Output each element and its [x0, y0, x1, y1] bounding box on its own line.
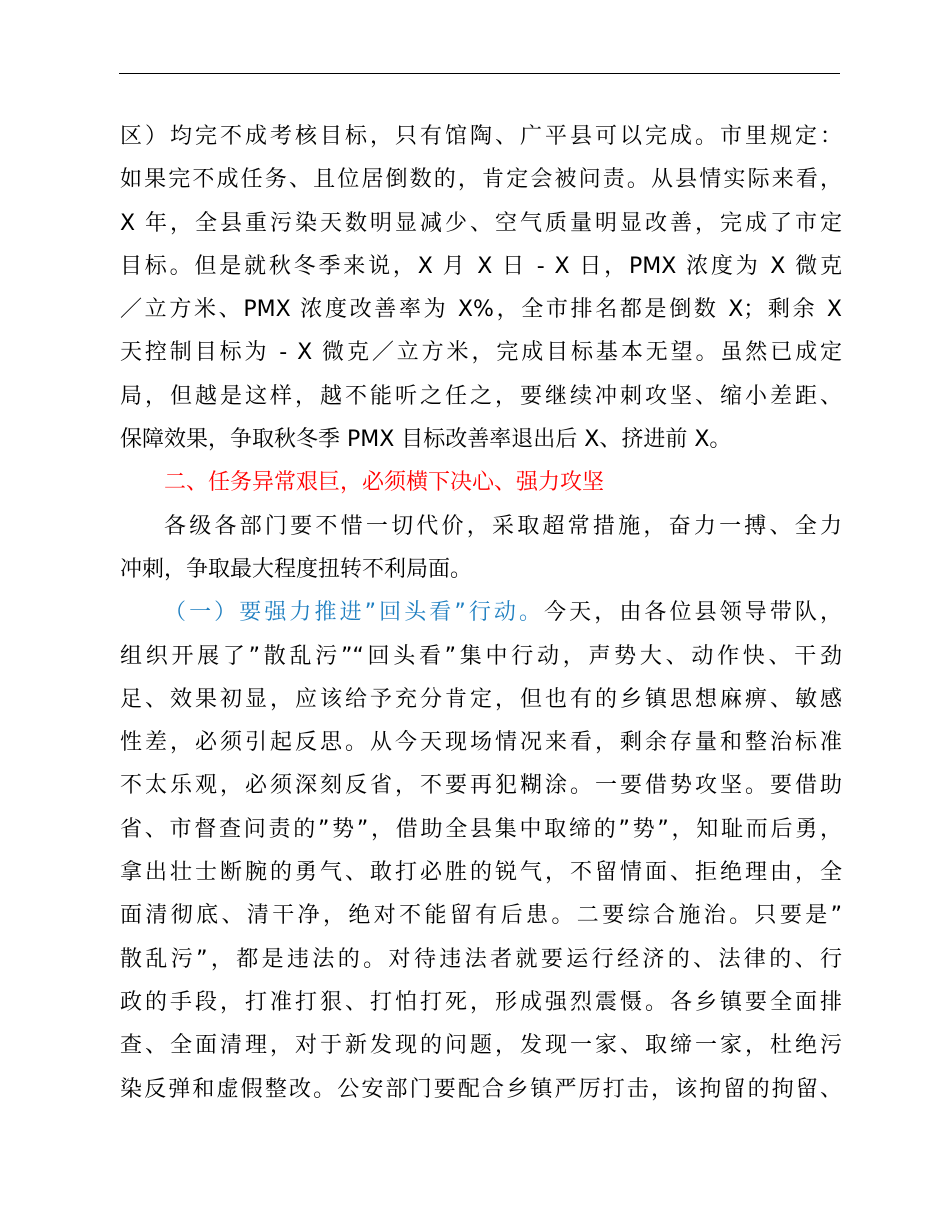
text-line [120, 591, 842, 634]
body-text-segment: ／立方米、PMX 浓度改善率为 X%，全市排名都是倒数 X；剩余 X [120, 297, 842, 323]
text-line [120, 331, 842, 374]
body-text-segment: 面清彻底、清干净，绝对不能留有后患。二要综合施治。只要是” [120, 903, 842, 929]
text-line [120, 764, 842, 807]
text-line [120, 938, 842, 981]
body-text-segment: 性差，必须引起反思。从今天现场情况来看，剩余存量和整治标准 [120, 730, 842, 756]
body-text-segment: 组织开展了”散乱污”“回头看”集中行动，声势大、动作快、干劲 [120, 643, 842, 669]
body-text-segment: 不太乐观，必须深刻反省，不要再犯糊涂。一要借势攻坚。要借助 [120, 773, 842, 799]
text-line [120, 635, 842, 678]
text-line [120, 1024, 842, 1067]
text-line [120, 461, 842, 504]
text-line [120, 158, 842, 201]
body-text-segment: 拿出壮士断腕的勇气、敢打必胜的锐气，不留情面、拒绝理由，全 [120, 860, 842, 886]
body-text-segment: 省、市督查问责的”势”，借助全县集中取缔的”势”，知耻而后勇， [120, 816, 842, 842]
text-line [120, 375, 842, 418]
text-line [120, 245, 842, 288]
body-text-segment: 如果完不成任务、且位居倒数的，肯定会被问责。从县情实际来看， [120, 167, 842, 193]
text-line [120, 418, 842, 461]
body-text-segment: 局，但越是这样，越不能听之任之，要继续冲刺攻坚、缩小差距、 [120, 383, 842, 409]
body-text-segment: X 年，全县重污染天数明显减少、空气质量明显改善，完成了市定 [120, 210, 842, 236]
text-line [120, 721, 842, 764]
text-line [120, 678, 842, 721]
text-line [120, 1068, 842, 1111]
text-line [120, 894, 842, 937]
text-line [120, 808, 842, 851]
text-line [120, 505, 842, 548]
body-text-segment: 目标。但是就秋冬季来说，X 月 X 日 - X 日，PMX 浓度为 X 微克 [120, 253, 842, 279]
text-line [120, 981, 842, 1024]
document-body [120, 115, 842, 1111]
text-line [120, 851, 842, 894]
body-text-segment: 染反弹和虚假整改。公安部门要配合乡镇严厉打击，该拘留的拘留、 [120, 1076, 842, 1102]
header-rule [119, 73, 840, 74]
body-text-segment: 散乱污”，都是违法的。对待违法者就要运行经济的、法律的、行 [120, 946, 842, 972]
body-text-segment: 今天，由各位县领导带队， [544, 600, 842, 626]
body-text-segment: 查、全面清理，对于新发现的问题，发现一家、取缔一家，杜绝污 [120, 1033, 842, 1059]
text-line [120, 202, 842, 245]
subsection-heading: （一）要强力推进”回头看”行动。 [164, 600, 545, 626]
body-text-segment: 各级各部门要不惜一切代价，采取超常措施，奋力一搏、全力 [164, 513, 842, 539]
body-text-segment: 区）均完不成考核目标，只有馆陶、广平县可以完成。市里规定： [120, 124, 842, 149]
text-line [120, 548, 842, 591]
body-text-segment: 保障效果，争取秋冬季 PMX 目标改善率退出后 X、挤进前 X。 [120, 427, 732, 453]
text-line [120, 288, 842, 331]
section-heading: 二、任务异常艰巨，必须横下决心、强力攻坚 [164, 470, 605, 496]
body-text-segment: 政的手段，打准打狠、打怕打死，形成强烈震慑。各乡镇要全面排 [120, 989, 842, 1015]
body-text-segment: 足、效果初显，应该给予充分肯定，但也有的乡镇思想麻痹、敏感 [120, 686, 842, 712]
body-text-segment: 冲刺，争取最大程度扭转不利局面。 [120, 556, 473, 582]
text-line [120, 115, 842, 158]
body-text-segment: 天控制目标为 - X 微克／立方米，完成目标基本无望。虽然已成定 [120, 340, 842, 366]
